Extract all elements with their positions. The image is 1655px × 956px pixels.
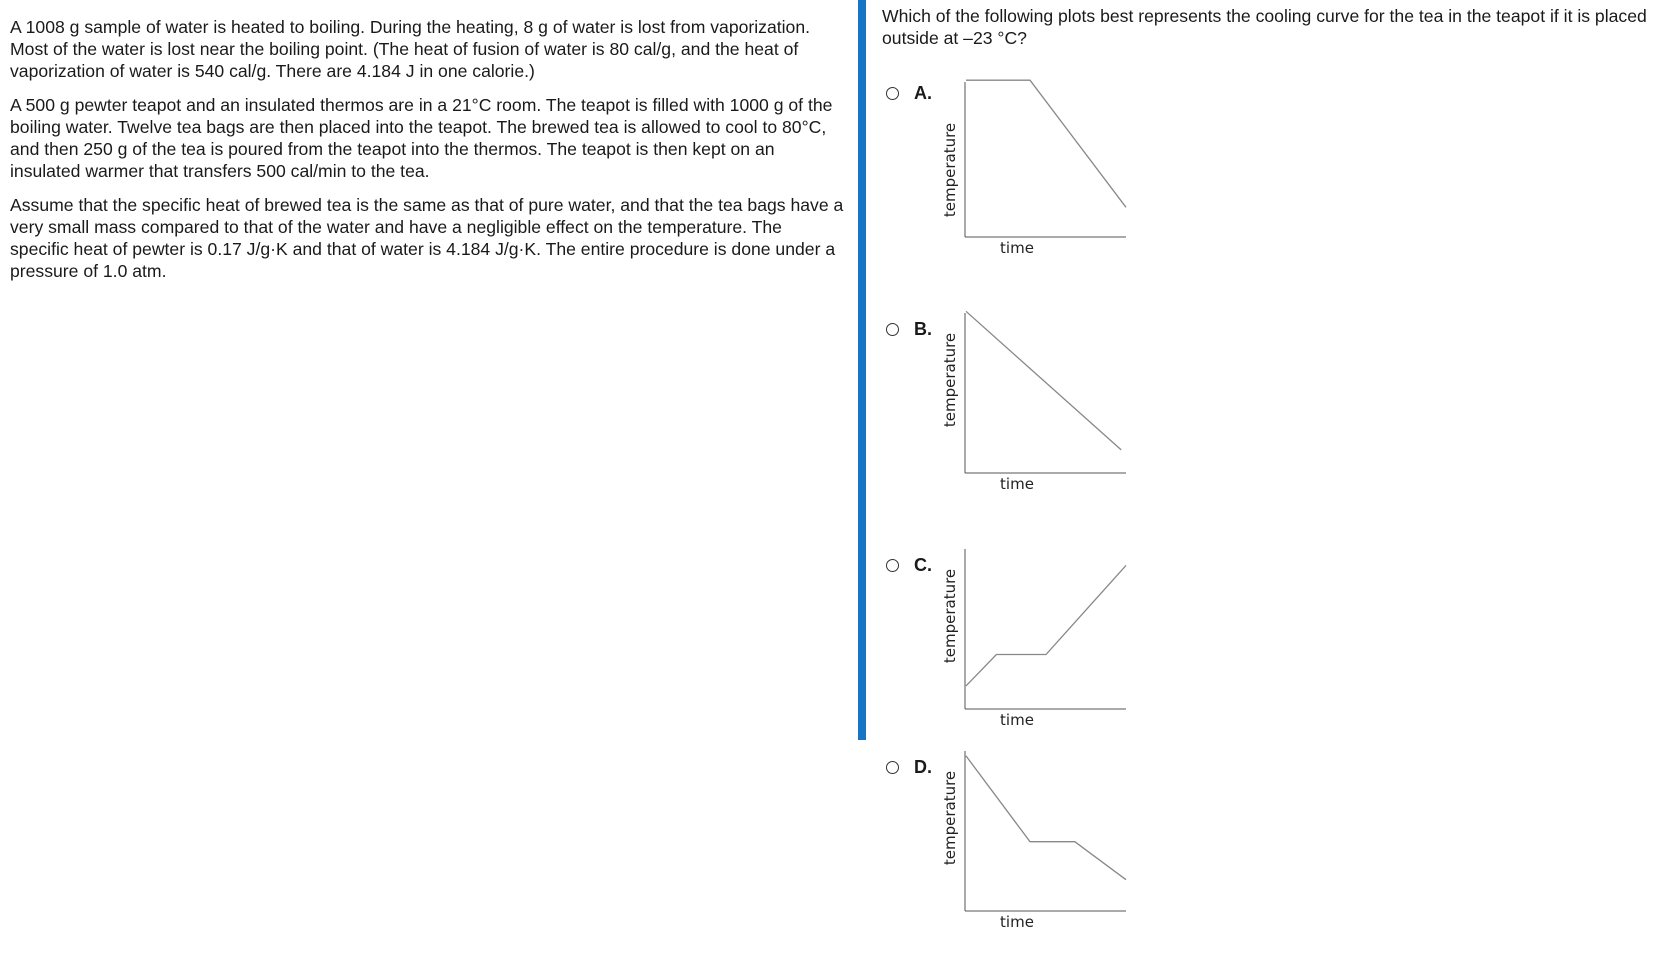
x-axis-label-d: time [1000,913,1034,931]
panel-divider [858,0,866,740]
y-axis-label-a: temperature [941,122,959,218]
option-letter-c: C. [914,555,932,575]
option-letter-a: A. [914,83,932,103]
passage-paragraph-2: A 500 g pewter teapot and an insulated thermos are in a 21°C room. The teapot is filled with 1000 g of the boiling water. Twelve tea bags are then placed into the teapot. The brewed tea is allowed to cool to 80°C, and then 250 g of the tea is poured from the teapot into the thermos. The teapot is then kept on an insulated warmer that transfers 500 cal/min to the tea. [10,95,833,181]
answer-option-b[interactable] [880,318,1180,518]
option-letter-b: B. [914,319,932,339]
y-axis-label-b: temperature [941,332,959,428]
x-axis-label-c: time [1000,711,1034,729]
question-stem: Which of the following plots best represents the cooling curve for the tea in the teapot if it is placed outside at –23 °C? [882,6,1647,48]
radio-button-b[interactable] [886,323,899,336]
plot-d [930,756,1120,936]
y-axis-label-d: temperature [941,770,959,866]
passage-paragraph-1: A 1008 g sample of water is heated to boiling. During the heating, 8 g of water is lost from vaporization. Most of the water is lost near the boiling point. (The heat of fusion of water is 80 cal/g, and the heat of vaporization of water is 540 cal/g. There are 4.184 J in one calorie.) [10,17,810,81]
x-axis-label-a: time [1000,239,1034,257]
curve-c [966,565,1126,686]
option-letter-d: D. [914,757,932,777]
y-axis-label-c: temperature [941,568,959,664]
plot-b [930,318,1120,498]
radio-button-c[interactable] [886,559,899,572]
plot-a [930,82,1120,262]
curve-d [966,756,1126,880]
answer-option-d[interactable] [880,756,1180,956]
radio-button-a[interactable] [886,87,899,100]
x-axis-label-b: time [1000,475,1034,493]
curve-a [966,80,1126,207]
curve-b [966,311,1121,450]
radio-button-d[interactable] [886,761,899,774]
answer-option-c[interactable] [880,554,1180,754]
plot-c [930,554,1120,734]
answer-option-a[interactable] [880,82,1180,282]
passage-paragraph-3: Assume that the specific heat of brewed tea is the same as that of pure water, and that the tea bags have a very small mass compared to that of the water and have a negligible effect on the temperature. The specific heat of pewter is 0.17 J/g·K and that of water is 4.184 J/g·K. The entire procedure is done under a pressure of 1.0 atm. [10,195,844,281]
passage [10,16,845,294]
